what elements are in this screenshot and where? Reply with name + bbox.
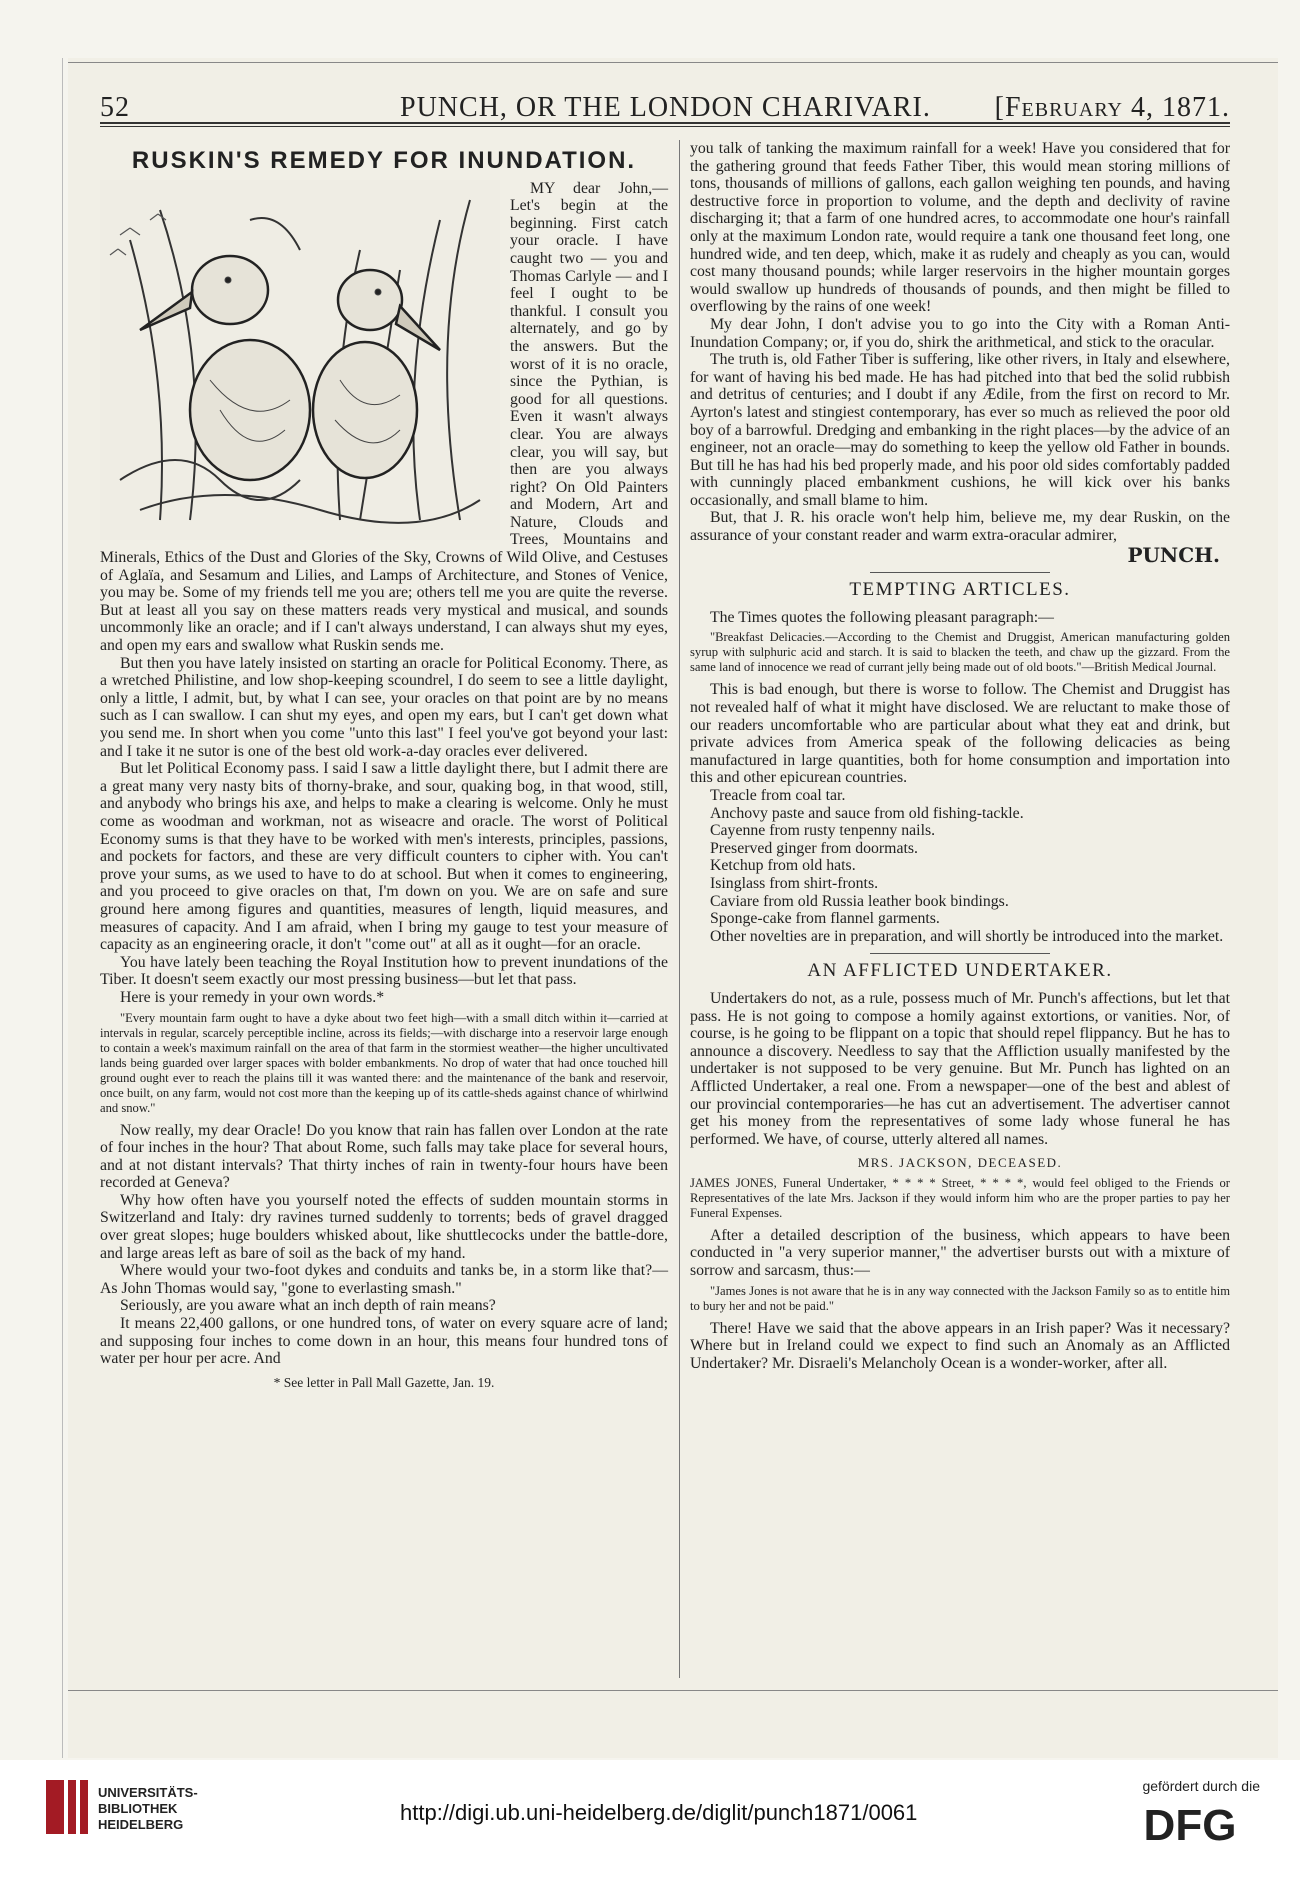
left-column <box>100 140 668 1391</box>
article-paragraph: Other novelties are in preparation, and will shortly be introduced into the market. <box>710 927 1224 945</box>
advert-text: JAMES JONES, Funeral Undertaker, * * * * Street, * * * *, would feel obliged to the Friends or Representatives of the late Mrs. Jackson if they would inform him who are the proper parties to pay her Funeral Expenses. <box>690 1175 1230 1220</box>
article-paragraph: But let Political Economy pass. I said I saw a little daylight there, but I admit there are a great many very nasty bits of thorny-brake, and sour, quaking bog, in that wood, still, and anybody who brings his axe, and helps to make a clearing is welcome. Only he must come as woodman and workman, not as wiseacre and oracle. The worst of Political Economy sums is that they have to be worked with men's interests, principles, passions, and pockets for factors, and these are very difficult counters to cipher with. You can't prove your sums, as we used to have to do at school. But when it comes to engineering, and you proceed to give oracles on that, I'm down on you. We are on safe and sure ground here among figures and quantities, measures of length, liquid measures, and measures of capacity. And I am afraid, when I bring my gauge to test your measure of capacity as an engineering oracle, it don't "come out" at all as it ought—for an oracle. <box>100 760 668 954</box>
header-rule-thin <box>100 126 1230 127</box>
page-number: 52 <box>100 92 130 123</box>
article-paragraph: you talk of tanking the maximum rainfall for a week! Have you considered that for the gathering ground that feeds Father Tiber, this would mean storing millions of tons, thousands of millions of gallons, each gallon weighing ten pounds, and having destructive force in proportion to volume, and the depth and declivity of ravine discharging it; that a farm of one hundred acres, to accommodate one hour's rainfall only at the maximum London rate, would require a tank one thousand feet long, one hundred wide, and ten deep, which, make it as rudely and cheaply as you can, would cost many thousand pounds; while larger reservoirs in the higher mountain gorges would swallow up hundreds of thousands of pounds, and then might be filled to overflowing by the rains of one week! <box>690 140 1230 316</box>
list-item: Preserved ginger from doormats. <box>710 839 918 857</box>
right-column <box>690 140 1230 1372</box>
bottom-rule <box>68 1690 1278 1691</box>
section-title-afflicted: AN AFFLICTED UNDERTAKER. <box>807 960 1113 982</box>
publication-title: PUNCH, OR THE LONDON CHARIVARI. <box>400 92 931 123</box>
dfg-logo-icon <box>1120 1798 1260 1848</box>
footnote: * See letter in Pall Mall Gazette, Jan. 19. <box>273 1374 495 1390</box>
list-item: Caviare from old Russia leather book bindings. <box>710 892 1009 910</box>
article-paragraph: This is bad enough, but there is worse to follow. The Chemist and Druggist has not revealed half of what it might have disclosed. We are reluctant to make those of our readers uncomfortable who are particular about what they eat and drink, but private advices from America speak of the following delicacies as being manufactured in large quantities, both for home consumption and importation into this and other epicurean countries. <box>690 681 1230 787</box>
source-url[interactable]: http://digi.ub.uni-heidelberg.de/diglit/punch1871/0061 <box>400 1800 918 1825</box>
scan-edge <box>62 58 63 1758</box>
list-item: Cayenne from rusty tenpenny nails. <box>710 822 936 840</box>
ducks-illustration <box>100 180 500 540</box>
article-paragraph: My dear John, I don't advise you to go into the City with a Roman Anti-Inundation Company; or, if you do, shirk the arithmetical, and stick to the oracular. <box>690 315 1230 351</box>
article-paragraph: The Times quotes the following pleasant paragraph:— <box>710 608 1054 626</box>
delicacies-list <box>690 787 1230 928</box>
article-paragraph: The truth is, old Father Tiber is suffering, like other rivers, in Italy and elsewhere, for want of having his bed made. He has had pitched into that bed the solid rubbish and detritus of centuries; and I doubt if any Ædile, from the first on record to Mr. Ayrton's latest and stingiest contemporary, has ever so much as relieved the poor old boy of a barrowful. Dredging and embanking in the right places—by the advice of an engineer, not an oracle—may do something to keep the yellow old Father in bounds. But till he has had his bed properly made, and his poor old sides comfortably padded with cunningly placed embankment cushions, he will kick over his banks occasionally, and small blame to him. <box>690 351 1230 509</box>
article-paragraph: Why how often have you yourself noted the effects of sudden mountain storms in Switzerland and Italy: dry ravines turned suddenly to torrents; beds of gravel dragged over great slopes; huge boulders whisked about, like shuttlecocks under the battle-dore, and large areas left as bare of soil as the back of my hand. <box>100 1191 668 1262</box>
article-paragraph: But, that J. R. his oracle won't help him, believe me, my dear Ruskin, on the assurance of your constant reader and warm extra-oracular admirer, <box>690 509 1230 545</box>
column-divider <box>679 140 680 1678</box>
punch-signature: PUNCH. <box>1127 542 1220 567</box>
library-logo-icon <box>44 1778 92 1836</box>
list-item: Isinglass from shirt-fronts. <box>710 874 879 892</box>
section-title-tempting: TEMPTING ARTICLES. <box>849 579 1071 601</box>
list-item: Ketchup from old hats. <box>710 857 856 875</box>
article-paragraph: Undertakers do not, as a rule, possess much of Mr. Punch's affections, but let that pass. He is not going to compose a homily against extortions, or vanities. Nor, of course, is he going to be flippant on a topic that should repel flippancy. But he has to announce a discovery. Needless to say that the Affliction usually manifested by the undertaker is not supposed to be very genuine. But Mr. Punch has lighted on an Afflicted Undertaker, a real one. From a newspaper—one of the best and ablest of our provincial contemporaries—he has cut an advertisement. The advertiser cannot get his money from the representatives of some lady whose funeral he has performed. We have, of course, utterly altered all names. <box>690 989 1230 1148</box>
header-rule <box>100 122 1230 124</box>
article-paragraph: There! Have we said that the above appears in an Irish paper? Was it necessary? Where but in Ireland could we expect to find such an Anomaly as an Afflicted Undertaker? Mr. Disraeli's Melancholy Ocean is a wonder-worker, after all. <box>690 1319 1230 1372</box>
article-paragraph: Where would your two-foot dykes and conduits and tanks be, in a storm like that?—As John Thomas would say, "gone to everlasting smash." <box>100 1262 668 1297</box>
page-header <box>100 92 1230 126</box>
article-paragraph: MY dear John,—Let's begin at the beginning. First catch your oracle. I have caught two — you and Thomas Carlyle — and I feel I ought to be thankful. I consult you alternately, and go by the answers. But the worst of it is no oracle, since the Pythian, is good for all questions. Even it wasn't always clear. You are always clear, you will say, but then are you always right? On Old Painters and Modern, Art and Nature, Clouds and Trees, Mountains and Minerals, Ethics of the Dust and Glories of the Sky, Crowns of Wild Olive, and Cestuses of Aglaïa, and Sesamum and Lilies, and Lamps of Architecture, and Stones of Venice, you may be. Some of my friends tell me you are; others tell me you are quite the reverse. But at least all you say on these matters reads very mystical and musical, and sounds uncommonly like an oracle; and if I can't always understand, I can always shut my eyes, and open my ears and swallow what Ruskin sends me. <box>100 179 668 655</box>
ruskin-quote: "Every mountain farm ought to have a dyke about two feet high—with a small ditch within it—carried at intervals in regular, scarcely perceptible incline, across its fields;—with discharge into a reservoir large enough to contain a week's maximum rainfall on the area of that farm in the stormiest weather—the higher uncultivated lands being guarded over larger spaces with bolder embankments. No drop of water that had once touched hill ground ought ever to reach the plains till it was wanted there: and the maintenance of the bank and reservoir, once built, on any farm, would not cost more than the keeping up of its cattle-sheds against chance of whirlwind and snow." <box>100 1010 668 1115</box>
article-title: RUSKIN'S REMEDY FOR INUNDATION. <box>131 147 637 174</box>
advert-quote: "James Jones is not aware that he is in any way connected with the Jackson Family so as to entitle him to bury her and not be paid." <box>690 1283 1230 1313</box>
article-paragraph: After a detailed description of the business, which appears to have been conducted in "a very superior manner," the advertiser bursts out with a mixture of sorrow and sarcasm, thus:— <box>690 1226 1230 1280</box>
issue-date: [February 4, 1871. <box>994 92 1230 123</box>
list-item: Anchovy paste and sauce from old fishing-tackle. <box>710 804 1024 822</box>
list-item: Sponge-cake from flannel garments. <box>710 910 940 928</box>
article-paragraph: Here is your remedy in your own words.* <box>120 988 385 1006</box>
article-paragraph: Now really, my dear Oracle! Do you know that rain has fallen over London at the rate of four inches in the hour? That about Rome, such falls may take place for several hours, and at not distant intervals? That thirty inches of rain in twenty-four hours have been recorded at Geneva? <box>100 1121 668 1192</box>
library-name: UNIVERSITÄTS- BIBLIOTHEK HEIDELBERG <box>98 1785 198 1832</box>
article-paragraph: But then you have lately insisted on starting an oracle for Political Economy. There, as a wretched Philistine, and low shop-keeping scoundrel, I do seem to see a little daylight, only a little, I admit, but, by what I can see, your oracles on that point are by no means such as I can swallow. I can shut my eyes, and open my ears, but I can't get down what you send me. In short when you come "unto this last" I feel you've got beyond your last: and I take it ne sutor is one of the best old work-a-day oracles ever delivered. <box>100 654 668 760</box>
times-quote: "Breakfast Delicacies.—According to the Chemist and Druggist, American manufacturing golden syrup with sulphuric acid and starch. It is said to blacken the teeth, and chaw up the gizzard. From the same land of innocence we read of currant jelly being made out of old boots."—British Medical Journal. <box>690 630 1230 675</box>
dfg-logo-text: DFG <box>1143 1801 1237 1848</box>
article-paragraph: It means 22,400 gallons, or one hundred tons, of water on every square acre of land; and supposing four inches to come down in an hour, this means four hundred tons of water per hour per acre. And <box>100 1315 668 1368</box>
top-rule <box>68 62 1278 63</box>
article-paragraph: Seriously, are you aware what an inch depth of rain means? <box>120 1297 496 1315</box>
funding-note: gefördert durch die <box>1142 1778 1260 1794</box>
drop-cap: M <box>530 179 545 197</box>
list-item: Treacle from coal tar. <box>710 787 846 804</box>
article-paragraph: You have lately been teaching the Royal Institution how to prevent inundations of the Tiber. It doesn't seem exactly our most pressing business—but let that pass. <box>100 953 668 989</box>
section-rule <box>870 953 1050 954</box>
advert-title: MRS. JACKSON, DECEASED. <box>857 1155 1063 1171</box>
section-rule <box>870 572 1050 573</box>
